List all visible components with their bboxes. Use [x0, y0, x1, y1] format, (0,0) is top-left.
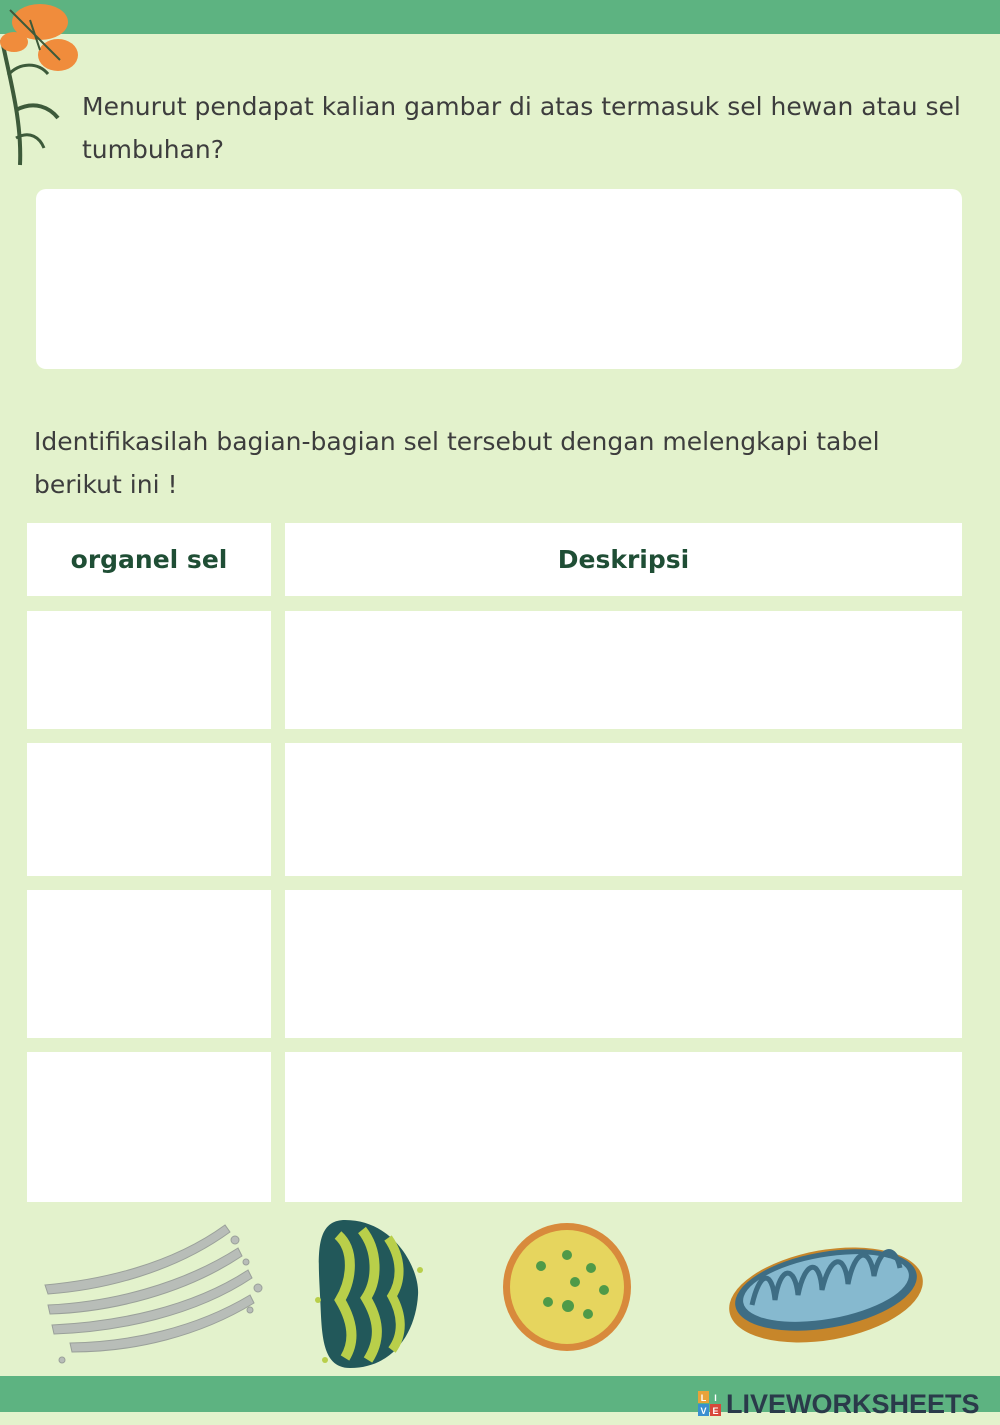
liveworksheets-badge-icon — [698, 1391, 722, 1417]
leaf-branch-icon — [0, 0, 90, 175]
badge-letter-i: I — [714, 1393, 717, 1403]
badge-letter-v: V — [700, 1406, 707, 1416]
badge-letter-l: L — [700, 1393, 707, 1403]
organelle-illustrations — [0, 1210, 1000, 1375]
badge-letter-e: E — [712, 1406, 719, 1416]
nucleus-icon — [503, 1223, 631, 1351]
answer-textbox[interactable] — [36, 189, 962, 369]
deskripsi-input-3[interactable] — [285, 890, 962, 1038]
golgi-apparatus-icon — [45, 1225, 262, 1363]
organel-input-3[interactable] — [27, 890, 271, 1038]
logo-text: LIVEWORKSHEETS — [726, 1388, 980, 1419]
deskripsi-input-1[interactable] — [285, 611, 962, 729]
deskripsi-input-2[interactable] — [285, 743, 962, 876]
mitochondria-icon — [722, 1234, 931, 1357]
table-header-organel: organel sel — [27, 523, 271, 596]
organel-input-1[interactable] — [27, 611, 271, 729]
deskripsi-input-4[interactable] — [285, 1052, 962, 1202]
liveworksheets-logo — [698, 1389, 980, 1419]
top-banner — [0, 0, 1000, 34]
organel-input-2[interactable] — [27, 743, 271, 876]
chloroplast-icon — [315, 1220, 423, 1368]
question-identify-parts: Identifikasilah bagian-bagian sel tersebut dengan melengkapi tabel berikut ini ! — [34, 427, 880, 499]
table-header-deskripsi: Deskripsi — [285, 523, 962, 596]
organel-input-4[interactable] — [27, 1052, 271, 1202]
question-cell-type: Menurut pendapat kalian gambar di atas termasuk sel hewan atau sel tumbuhan? — [82, 92, 961, 164]
